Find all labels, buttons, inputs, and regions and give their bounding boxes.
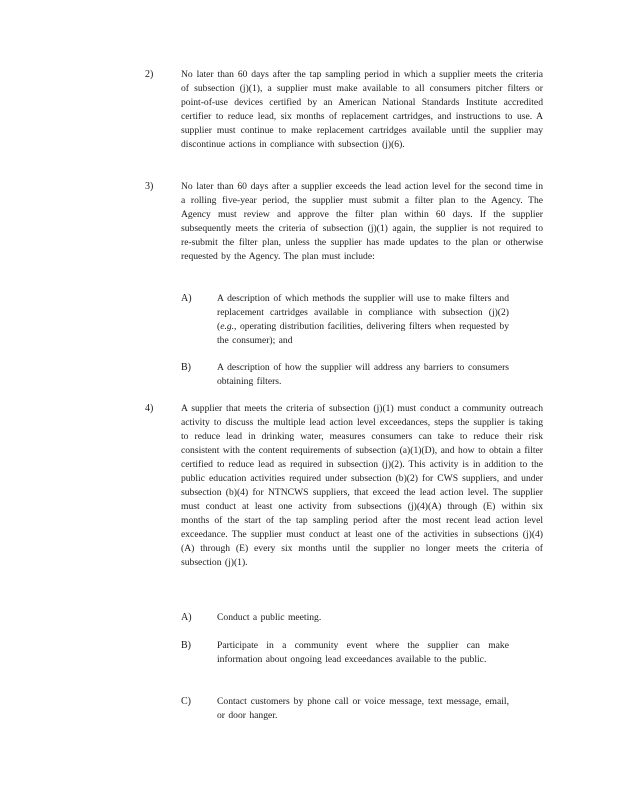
item-number: 4) xyxy=(145,403,154,414)
subitem-number: C) xyxy=(181,696,191,707)
item-text: A supplier that meets the criteria of subsection (j)(1) must conduct a community outreach activity to discuss the multiple lead action level exceedances, steps the supplier is taking to reduce lead in drinking water, measures consumers can take to reduce their risk consistent with the content requirements of subsection (a)(1)(D), and how to obtain a filter certified to reduce lead as required in subsection (j)(2). This activity is in addition to the public education activities required under subsection (b)(2) for CWS suppliers, and under subsection (b)(4) for NTNCWS suppliers, that exceed the lead action level. The supplier must conduct at least one activity from subsections (j)(4)(A) through (E) within six months of the start of the tap sampling period after the most recent lead action level exceedance. The supplier must conduct at least one of the activities in subsections (j)(4)(A) through (E) every six months until the supplier no longer meets the criteria of subsection (j)(1). xyxy=(181,403,543,568)
subitem-text-italic: e.g., xyxy=(220,321,237,332)
item-text: No later than 60 days after a supplier exceeds the lead action level for the second time in a rolling five-year period, the supplier must submit a filter plan to the Agency. The Agency must review and approve the filter plan within 60 days. If the supplier subsequently meets the criteria of subsection (j)(1) again, the supplier is not required to re-submit the filter plan, unless the supplier has made updates to the plan or otherwise requested by the Agency. The plan must include: xyxy=(181,181,543,262)
item-number: 3) xyxy=(145,181,154,192)
subitem-text: Participate in a community event where the supplier can make information about ongoing lead exceedances available to the public. xyxy=(217,640,509,665)
item-number: 2) xyxy=(145,69,154,80)
subitem-number: A) xyxy=(181,612,192,623)
subitem-text: Conduct a public meeting. xyxy=(217,612,322,623)
subitem-text: A description of how the supplier will address any barriers to consumers obtaining filters. xyxy=(217,362,509,387)
item-text: No later than 60 days after the tap sampling period in which a supplier meets the criteria of subsection (j)(1), a supplier must make available to all consumers pitcher filters or point-of-use devices certified by an American National Standards Institute accredited certifier to reduce lead, six months of replacement cartridges, and instructions to use. A supplier must continue to make replacement cartridges available until the supplier may discontinue actions in compliance with subsection (j)(6). xyxy=(181,69,543,150)
subitem-number: A) xyxy=(181,293,192,304)
subitem-text xyxy=(217,292,509,348)
subitem-text: Contact customers by phone call or voice message, text message, email, or door hanger. xyxy=(217,696,509,721)
subitem-number: B) xyxy=(181,640,191,651)
subitem-text-pre: A description of which methods the supplier will use to make filters and replacement cartridges available in compliance with subsection (j)(2) ( xyxy=(217,293,509,332)
subitem-number: B) xyxy=(181,362,191,373)
subitem-text-post: operating distribution facilities, delivering filters when requested by the consumer); and xyxy=(217,321,509,346)
